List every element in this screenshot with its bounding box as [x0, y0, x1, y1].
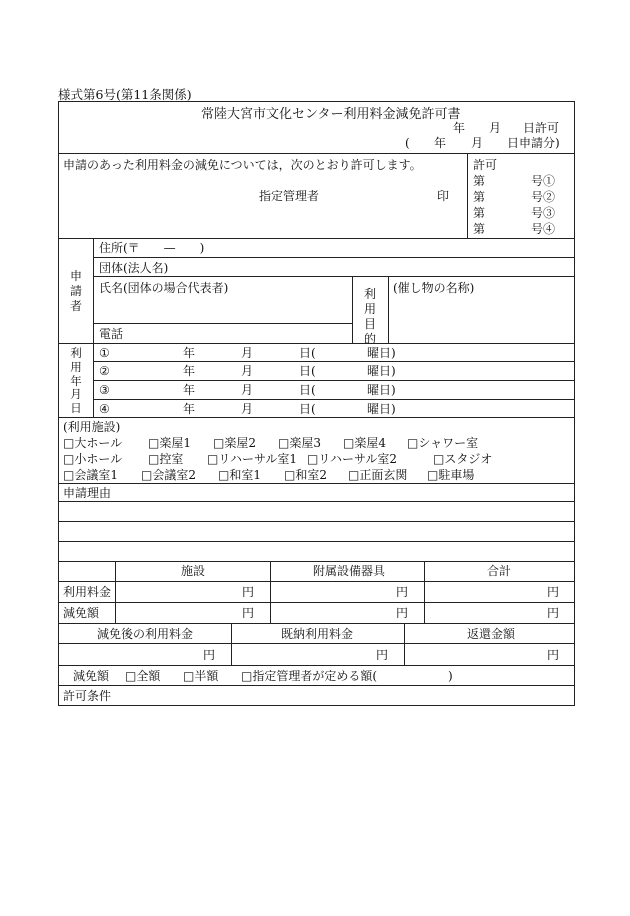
checkbox-dressing-2[interactable]: □ 楽屋2	[213, 437, 256, 449]
intro-text: 申請のあった利用料金の減免については，次のとおり許可します。	[63, 158, 422, 172]
permit-num-2: 号②	[531, 190, 556, 204]
permit-dai-4: 第	[473, 222, 486, 236]
checkbox-parking[interactable]: □ 駐車場	[427, 469, 474, 481]
checkbox-large-hall[interactable]: □ 大ホール	[63, 437, 122, 449]
form-number-label: 様式第6号(第11条関係)	[58, 87, 192, 102]
checkbox-full-amount[interactable]: □ 全額	[125, 670, 160, 682]
after-fee-yen: 円	[203, 648, 216, 662]
checkbox-small-hall[interactable]: □ 小ホール	[63, 453, 122, 465]
phone-label: 電話	[99, 327, 124, 341]
apply-open-paren: (	[405, 136, 410, 150]
checkbox-japanese-2[interactable]: □ 和室2	[284, 469, 327, 481]
permit-dai-3: 第	[473, 206, 486, 220]
checkbox-waiting-room[interactable]: □ 控室	[148, 453, 183, 465]
discount-equipment-yen: 円	[396, 606, 409, 620]
apply-year: 年	[434, 136, 447, 150]
checkbox-dressing-3[interactable]: □ 楽屋3	[278, 437, 321, 449]
discount-total-yen: 円	[547, 606, 560, 620]
checkbox-meeting-2[interactable]: □ 会議室2	[141, 469, 196, 481]
manager-label: 指定管理者	[259, 189, 320, 203]
discount-type-label: 減免額	[73, 669, 110, 683]
checkbox-manager-amount[interactable]: □ 指定管理者が定める額(	[241, 670, 377, 682]
permit-title: 許可	[473, 158, 498, 172]
permit-month: 月	[489, 121, 502, 135]
checkbox-shower-room[interactable]: □ シャワー室	[407, 437, 478, 449]
apply-month: 月	[471, 136, 484, 150]
permit-form: 常陸大宮市文化センター利用料金減免許可書 年 月 日許可 ( 年 月 日申請分) 申請のあった利用料金の減免については，次のとおり許可します。 指定管理者 印 許可 第 号① 第 号② 第 号③ 第 号④ 申 請 者 住所(〒 — ) 団体(法人名) 氏名(団体の場合代表者) 電話 利 用 目 的 (催し物の名称) 利 用 年 月 日 ① 年 月 日( 曜日) ② 年 月 日( 曜日) ③ 年 月 日( 曜日) ④ 年 月 日( 曜日) (利用施設) □ 大ホール □ 楽屋1 □ 楽屋2 □ 楽屋3 □ 楽屋4 □ シャワー室 □ 小ホール □ 控室 □ リハーサル室1 □ リハーサル室2 □ スタジオ □ 会議室1 □ 会議室2 □ 和室1 □ 和室2 □ 正面玄関 □ 駐車場 申請理由 施設 附属設備器具 合計 利用料金 円 円 円 減免額 円 円 円 減免後の利用料金 既納利用料金 返還金額 円 円 円 減免額 □ 全額 □ 半額 □ 指定管理者が定める額( ) 許可条件	[58, 101, 575, 706]
usage-fee-total-yen: 円	[547, 585, 560, 599]
conditions-label: 許可条件	[63, 689, 112, 703]
permit-dai-2: 第	[473, 190, 486, 204]
checkbox-meeting-1[interactable]: □ 会議室1	[63, 469, 118, 481]
after-header-refund: 返還金額	[467, 627, 516, 641]
refund-yen: 円	[547, 648, 560, 662]
permit-year: 年	[453, 121, 466, 135]
facilities-header: (利用施設)	[63, 420, 121, 434]
checkbox-dressing-4[interactable]: □ 楽屋4	[343, 437, 386, 449]
after-header-paid: 既納利用料金	[281, 627, 354, 641]
reason-label: 申請理由	[63, 486, 112, 500]
permit-num-4: 号④	[531, 222, 556, 236]
permit-num-1: 号①	[531, 174, 556, 188]
fee-header-equipment: 附属設備器具	[313, 564, 386, 578]
usage-date-label: 利 用 年 月 日	[70, 346, 82, 416]
purpose-label: 利 用 目 的	[363, 287, 376, 346]
usage-fee-label: 利用料金	[63, 585, 112, 599]
usage-fee-facility-yen: 円	[242, 585, 255, 599]
usage-fee-equipment-yen: 円	[396, 585, 409, 599]
checkbox-rehearsal-2[interactable]: □ リハーサル室2	[307, 453, 397, 465]
group-label: 団体(法人名)	[99, 261, 169, 275]
apply-day: 日申請分)	[507, 136, 560, 150]
permit-dai-1: 第	[473, 174, 486, 188]
manager-amount-close: )	[448, 669, 453, 683]
checkbox-main-entrance[interactable]: □ 正面玄関	[348, 469, 407, 481]
discount-facility-yen: 円	[242, 606, 255, 620]
fee-header-facility: 施設	[181, 564, 206, 578]
form-title: 常陸大宮市文化センター利用料金減免許可書	[201, 107, 461, 122]
checkbox-rehearsal-1[interactable]: □ リハーサル室1	[207, 453, 297, 465]
checkbox-half-amount[interactable]: □ 半額	[183, 670, 218, 682]
name-label: 氏名(団体の場合代表者)	[99, 281, 229, 295]
applicant-label: 申 請 者	[69, 269, 82, 313]
address-label: 住所(〒 — )	[99, 241, 205, 255]
checkbox-dressing-1[interactable]: □ 楽屋1	[148, 437, 191, 449]
checkbox-japanese-1[interactable]: □ 和室1	[218, 469, 261, 481]
fee-header-total: 合計	[487, 564, 512, 578]
paid-fee-yen: 円	[376, 648, 389, 662]
event-name-label: (催し物の名称)	[393, 281, 475, 295]
after-header-fee: 減免後の利用料金	[97, 627, 194, 641]
seal-mark: 印	[437, 189, 450, 203]
permit-day: 日許可	[523, 121, 560, 135]
checkbox-studio[interactable]: □ スタジオ	[433, 453, 492, 465]
discount-amount-label: 減免額	[63, 606, 100, 620]
permit-num-3: 号③	[531, 206, 556, 220]
